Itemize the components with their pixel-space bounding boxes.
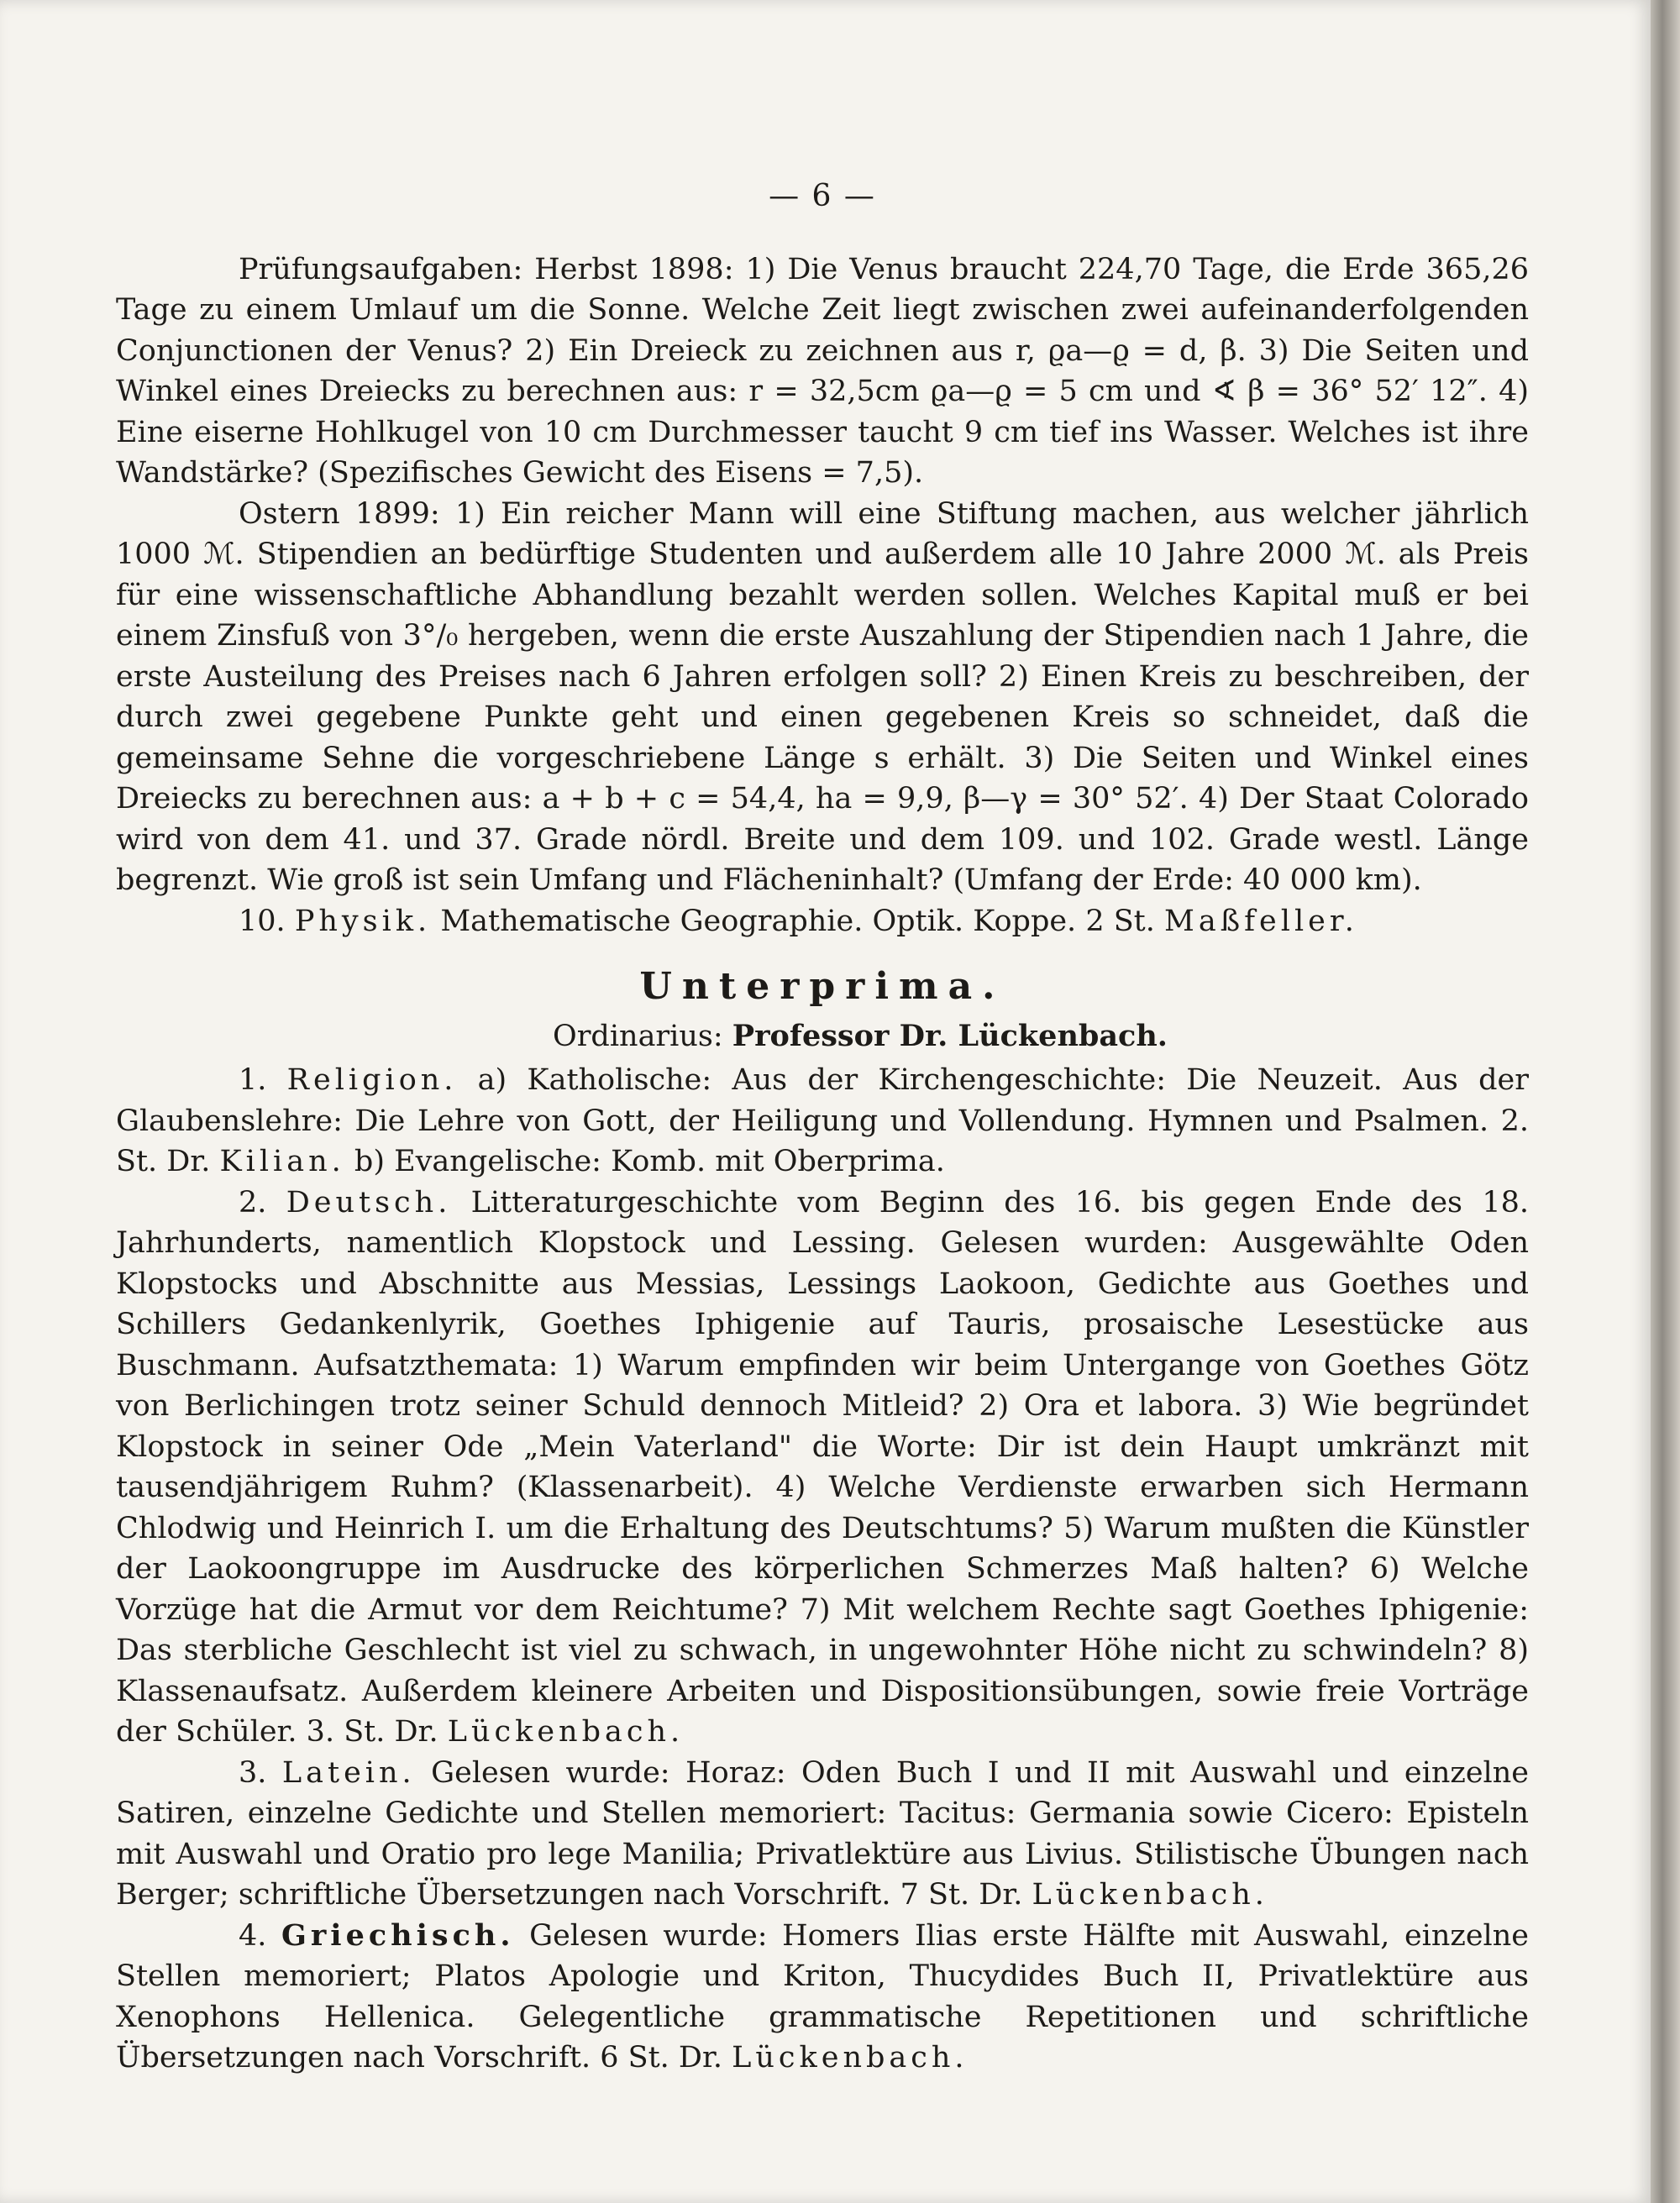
- griechisch-title: Griechisch.: [281, 1917, 515, 1953]
- deutsch-title: Deutsch.: [286, 1185, 452, 1220]
- latein-title: Latein.: [281, 1755, 416, 1790]
- physik-number: 10.: [239, 904, 286, 938]
- deutsch-teacher: Lückenbach.: [447, 1715, 685, 1749]
- page-content: [116, 176, 1529, 2079]
- subject-deutsch: [116, 1183, 1529, 1753]
- physik-title: Physik.: [294, 904, 432, 938]
- page-number: — 6 —: [769, 179, 876, 213]
- griechisch-number: 4.: [239, 1918, 267, 1953]
- religion-title: Religion.: [286, 1063, 458, 1097]
- latein-teacher: Lückenbach.: [1032, 1878, 1268, 1912]
- religion-text-evangelisch: b) Evangelische: Komb. mit Oberprima.: [354, 1145, 945, 1178]
- subject-griechisch: [116, 1916, 1529, 2079]
- deutsch-number: 2.: [239, 1185, 267, 1220]
- griechisch-text: Gelesen wurde: Homers Ilias erste Hälfte mit Auswahl, einzelne Stellen memoriert; Platos Apologie und Kriton, Thucydides Buch II, Privatlektüre aus Xenophons Hellenica. Gelegentliche grammatische Repetitionen und schriftliche Übersetzungen nach Vorschrift. 6 St. Dr.: [116, 1918, 1529, 2074]
- ordinarius-line: [116, 1016, 1529, 1057]
- latein-text: Gelesen wurde: Horaz: Oden Buch I und II mit Auswahl und einzelne Satiren, einzelne Gedichte und Stellen memoriert: Tacitus: Germania sowie Cicero: Episteln mit Auswahl und Oratio pro lege Manilia; Privatlektüre aus Livius. Stilistische Übungen nach Berger; schriftliche Übersetzungen nach Vorschrift. 7 St. Dr.: [116, 1755, 1529, 1912]
- physik-text: Mathematische Geographie. Optik. Koppe. 2 St.: [440, 904, 1155, 938]
- paragraph-herbst-1898: Prüfungsaufgaben: Herbst 1898: 1) Die Venus braucht 224,70 Tage, die Erde 365,26 Tage zu einem Umlauf um die Sonne. Welche Zeit liegt zwischen zwei aufeinanderfolgenden Conjunctionen der Venus? 2) Ein Dreieck zu zeichnen aus r, ϱa—ϱ = d, β. 3) Die Seiten und Winkel eines Dreiecks zu berechnen aus: r = 32,5cm ϱa—ϱ = 5 cm und ∢ β = 36° 52′ 12″. 4) Eine eiserne Hohlkugel von 10 cm Durchmesser taucht 9 cm tief ins Wasser. Welches ist ihre Wandstärke? (Spezifisches Gewicht des Eisens = 7,5).: [116, 252, 1529, 490]
- religion-number: 1.: [239, 1063, 267, 1097]
- subject-latein: [116, 1753, 1529, 1916]
- griechisch-teacher: Lückenbach.: [732, 2041, 969, 2074]
- subject-religion: [116, 1060, 1529, 1183]
- religion-text: a) Katholische: Aus der Kirchengeschichte: Die Neuzeit. Aus der Glaubenslehre: Die Lehre von Gott, der Heiligung und Vollendung. Hymnen und Psalmen. 2. St. Dr.: [116, 1063, 1529, 1178]
- paragraph-ostern-1899: Ostern 1899: 1) Ein reicher Mann will eine Stiftung machen, aus welcher jährlich 1000 ℳ. Stipendien an bedürftige Studenten und außerdem alle 10 Jahre 2000 ℳ. als Preis für eine wissenschaftliche Abhandlung bezahlt werden sollen. Welches Kapital muß er bei einem Zinsfuß von 3°/₀ hergeben, wenn die erste Auszahlung der Stipendien nach 1 Jahre, die erste Austeilung des Preises nach 6 Jahren erfolgen soll? 2) Einen Kreis zu beschreiben, der durch zwei gegebene Punkte geht und einen gegebenen Kreis so schneidet, daß die gemeinsame Sehne die vorgeschriebene Länge s erhält. 3) Die Seiten und Winkel eines Dreiecks zu berechnen aus: a + b + c = 54,4, ha = 9,9, β—γ = 30° 52′. 4) Der Staat Colorado wird von dem 41. und 37. Grade nördl. Breite und dem 109. und 102. Grade westl. Länge begrenzt. Wie groß ist sein Umfang und Flächeninhalt? (Umfang der Erde: 40 000 km).: [116, 496, 1529, 897]
- latein-number: 3.: [239, 1755, 267, 1790]
- physik-teacher: Maßfeller.: [1164, 904, 1358, 938]
- section-heading: Unterprima.: [639, 965, 1005, 1008]
- paragraph-physik: [116, 901, 1529, 942]
- deutsch-text: Litteraturgeschichte vom Beginn des 16. bis gegen Ende des 18. Jahrhunderts, namentlich Klopstock und Lessing. Gelesen wurden: Ausgewählte Oden Klopstocks und Abschnitte aus Messias, Lessings Laokoon, Gedichte aus Goethes und Schillers Gedankenlyrik, Goethes Iphigenie auf Tauris, prosaische Lesestücke aus Buschmann. Aufsatzthemata: 1) Warum empfinden wir beim Untergange von Goethes Götz von Berlichingen trotz seiner Schuld dennoch Mitleid? 2) Ora et labora. 3) Wie begründet Klopstock in seiner Ode „Mein Vaterland" die Worte: Dir ist dein Haupt umkränzt mit tausendjährigem Ruhm? (Klassenarbeit). 4) Welche Verdienste erwarben sich Hermann Chlodwig und Heinrich I. um die Erhaltung des Deutschtums? 5) Warum mußten die Künstler der Laokoongruppe im Ausdrucke des körperlichen Schmerzes Maß halten? 6) Welche Vorzüge hat die Armut vor dem Reichtume? 7) Mit welchem Rechte sagt Goethes Iphigenie: Das sterbliche Geschlecht ist viel zu schwach, in ungewohnter Höhe nicht zu schwindeln? 8) Klassenaufsatz. Außerdem kleinere Arbeiten und Dispositionsübungen, sowie freie Vorträge der Schüler. 3. St. Dr.: [116, 1185, 1529, 1749]
- religion-teacher: Kilian.: [219, 1145, 345, 1178]
- page-edge: [1651, 0, 1680, 2203]
- ordinarius-name: Professor Dr. Lückenbach.: [732, 1018, 1168, 1053]
- ordinarius-label: Ordinarius:: [553, 1019, 723, 1053]
